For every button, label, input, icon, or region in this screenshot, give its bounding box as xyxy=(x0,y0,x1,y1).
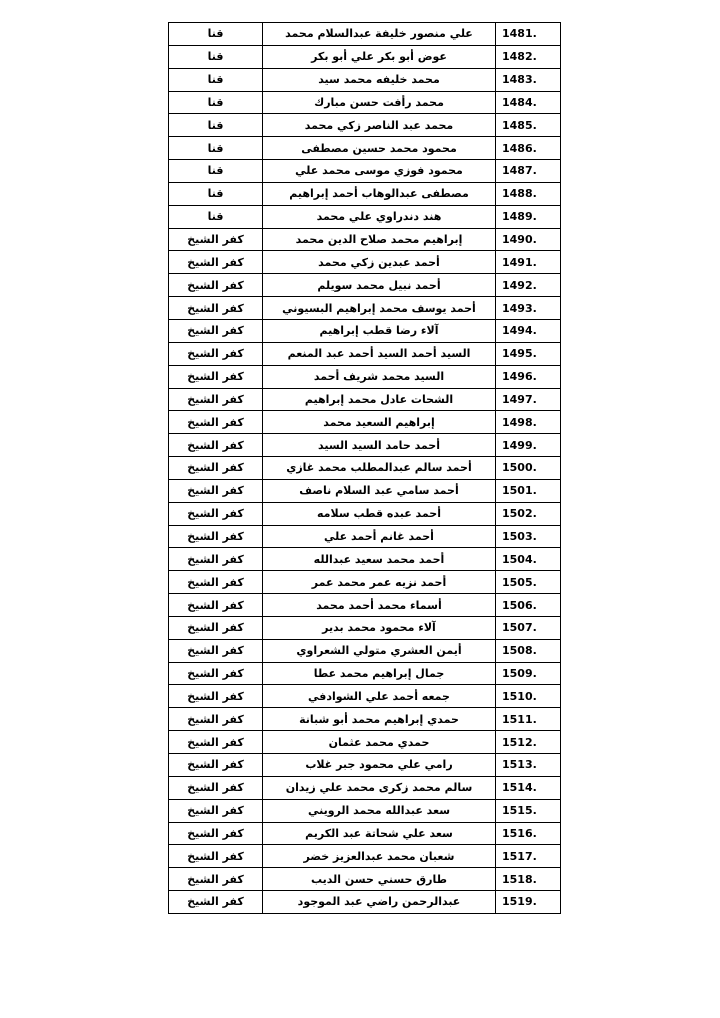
table-row xyxy=(169,45,561,68)
governorate-cell: قنا xyxy=(169,160,263,183)
table-row xyxy=(169,388,561,411)
name-cell: محمود محمد حسين مصطفى xyxy=(263,137,496,160)
name-cell: محمد رأفت حسن مبارك xyxy=(263,91,496,114)
table-row xyxy=(169,479,561,502)
governorate-cell: كفر الشيخ xyxy=(169,731,263,754)
governorate-cell: كفر الشيخ xyxy=(169,868,263,891)
serial-number-cell: 1500. xyxy=(496,457,561,480)
serial-number-cell: 1505. xyxy=(496,571,561,594)
name-cell: أحمد غانم أحمد علي xyxy=(263,525,496,548)
table-row xyxy=(169,23,561,46)
governorate-cell: كفر الشيخ xyxy=(169,891,263,914)
serial-number-cell: 1498. xyxy=(496,411,561,434)
serial-number-cell: 1509. xyxy=(496,662,561,685)
serial-number-cell: 1508. xyxy=(496,639,561,662)
governorate-cell: كفر الشيخ xyxy=(169,228,263,251)
governorate-cell: كفر الشيخ xyxy=(169,594,263,617)
serial-number-cell: 1513. xyxy=(496,754,561,777)
serial-number-cell: 1488. xyxy=(496,182,561,205)
serial-number-cell: 1494. xyxy=(496,319,561,342)
table-row xyxy=(169,616,561,639)
serial-number-cell: 1484. xyxy=(496,91,561,114)
name-cell: أسماء محمد أحمد محمد xyxy=(263,594,496,617)
governorate-cell: قنا xyxy=(169,182,263,205)
governorate-cell: كفر الشيخ xyxy=(169,388,263,411)
governorate-cell: كفر الشيخ xyxy=(169,479,263,502)
table-row xyxy=(169,137,561,160)
table-row xyxy=(169,662,561,685)
serial-number-cell: 1518. xyxy=(496,868,561,891)
governorate-cell: كفر الشيخ xyxy=(169,457,263,480)
name-cell: هند دندراوي علي محمد xyxy=(263,205,496,228)
governorate-cell: كفر الشيخ xyxy=(169,616,263,639)
name-cell: عبدالرحمن راضي عبد الموجود xyxy=(263,891,496,914)
governorate-cell: كفر الشيخ xyxy=(169,251,263,274)
governorate-cell: قنا xyxy=(169,45,263,68)
table-row xyxy=(169,365,561,388)
serial-number-cell: 1502. xyxy=(496,502,561,525)
name-cell: عوض أبو بكر علي أبو بكر xyxy=(263,45,496,68)
table-row xyxy=(169,228,561,251)
governorate-cell: كفر الشيخ xyxy=(169,297,263,320)
name-cell: إبراهيم السعيد محمد xyxy=(263,411,496,434)
name-cell: رامي علي محمود جبر غلاب xyxy=(263,754,496,777)
serial-number-cell: 1497. xyxy=(496,388,561,411)
table-row xyxy=(169,251,561,274)
governorate-cell: كفر الشيخ xyxy=(169,411,263,434)
name-cell: طارق حسني حسن الديب xyxy=(263,868,496,891)
name-cell: شعبان محمد عبدالعزيز خضر xyxy=(263,845,496,868)
name-cell: أحمد نبيل محمد سويلم xyxy=(263,274,496,297)
table-row xyxy=(169,502,561,525)
table-row xyxy=(169,822,561,845)
serial-number-cell: 1504. xyxy=(496,548,561,571)
name-cell: محمود فوزي موسى محمد علي xyxy=(263,160,496,183)
governorate-cell: كفر الشيخ xyxy=(169,365,263,388)
governorate-cell: كفر الشيخ xyxy=(169,274,263,297)
serial-number-cell: 1519. xyxy=(496,891,561,914)
name-cell: السيد أحمد السيد أحمد عبد المنعم xyxy=(263,342,496,365)
table-row xyxy=(169,708,561,731)
table-row xyxy=(169,342,561,365)
table-row xyxy=(169,799,561,822)
table-row xyxy=(169,182,561,205)
table-row xyxy=(169,319,561,342)
name-cell: أحمد سامي عبد السلام ناصف xyxy=(263,479,496,502)
name-cell: أيمن العشري متولي الشعراوي xyxy=(263,639,496,662)
name-cell: محمد عبد الناصر زكي محمد xyxy=(263,114,496,137)
table-row xyxy=(169,525,561,548)
name-cell: أحمد نزيه عمر محمد عمر xyxy=(263,571,496,594)
name-cell: السيد محمد شريف أحمد xyxy=(263,365,496,388)
governorate-cell: قنا xyxy=(169,91,263,114)
name-cell: أحمد عبدين زكي محمد xyxy=(263,251,496,274)
table-row xyxy=(169,754,561,777)
serial-number-cell: 1516. xyxy=(496,822,561,845)
serial-number-cell: 1490. xyxy=(496,228,561,251)
table-row xyxy=(169,205,561,228)
serial-number-cell: 1499. xyxy=(496,434,561,457)
governorate-cell: كفر الشيخ xyxy=(169,776,263,799)
name-cell: محمد خليفه محمد سيد xyxy=(263,68,496,91)
serial-number-cell: 1483. xyxy=(496,68,561,91)
table-row xyxy=(169,68,561,91)
table-row xyxy=(169,685,561,708)
governorate-cell: قنا xyxy=(169,114,263,137)
name-cell: حمدي محمد عثمان xyxy=(263,731,496,754)
governorate-cell: كفر الشيخ xyxy=(169,799,263,822)
governorate-cell: قنا xyxy=(169,23,263,46)
name-cell: جمعه أحمد علي الشوادفي xyxy=(263,685,496,708)
name-cell: سعد علي شحاتة عبد الكريم xyxy=(263,822,496,845)
name-cell: الشحات عادل محمد إبراهيم xyxy=(263,388,496,411)
name-cell: مصطفى عبدالوهاب أحمد إبراهيم xyxy=(263,182,496,205)
serial-number-cell: 1496. xyxy=(496,365,561,388)
serial-number-cell: 1507. xyxy=(496,616,561,639)
serial-number-cell: 1506. xyxy=(496,594,561,617)
table-row xyxy=(169,434,561,457)
governorate-cell: كفر الشيخ xyxy=(169,685,263,708)
name-cell: آلاء محمود محمد بدير xyxy=(263,616,496,639)
governorate-cell: كفر الشيخ xyxy=(169,342,263,365)
governorate-cell: كفر الشيخ xyxy=(169,571,263,594)
table-row xyxy=(169,571,561,594)
governorate-cell: كفر الشيخ xyxy=(169,845,263,868)
name-cell: أحمد محمد سعيد عبدالله xyxy=(263,548,496,571)
serial-number-cell: 1482. xyxy=(496,45,561,68)
name-cell: سعد عبدالله محمد الرويني xyxy=(263,799,496,822)
serial-number-cell: 1501. xyxy=(496,479,561,502)
table-row xyxy=(169,891,561,914)
governorate-cell: قنا xyxy=(169,68,263,91)
table-row xyxy=(169,297,561,320)
governorate-cell: كفر الشيخ xyxy=(169,662,263,685)
serial-number-cell: 1493. xyxy=(496,297,561,320)
governorate-cell: كفر الشيخ xyxy=(169,319,263,342)
serial-number-cell: 1511. xyxy=(496,708,561,731)
table-row xyxy=(169,594,561,617)
name-cell: إبراهيم محمد صلاح الدين محمد xyxy=(263,228,496,251)
serial-number-cell: 1512. xyxy=(496,731,561,754)
serial-number-cell: 1481. xyxy=(496,23,561,46)
governorate-cell: كفر الشيخ xyxy=(169,822,263,845)
name-cell: أحمد حامد السيد السيد xyxy=(263,434,496,457)
serial-number-cell: 1487. xyxy=(496,160,561,183)
table-row xyxy=(169,91,561,114)
governorate-cell: كفر الشيخ xyxy=(169,708,263,731)
serial-number-cell: 1514. xyxy=(496,776,561,799)
table-row xyxy=(169,731,561,754)
governorate-cell: كفر الشيخ xyxy=(169,754,263,777)
name-cell: أحمد سالم عبدالمطلب محمد غازي xyxy=(263,457,496,480)
serial-number-cell: 1486. xyxy=(496,137,561,160)
name-cell: أحمد عبده قطب سلامه xyxy=(263,502,496,525)
roster-body xyxy=(169,23,561,914)
table-row xyxy=(169,457,561,480)
serial-number-cell: 1489. xyxy=(496,205,561,228)
roster-table xyxy=(168,22,561,914)
name-cell: آلاء رضا قطب إبراهيم xyxy=(263,319,496,342)
serial-number-cell: 1491. xyxy=(496,251,561,274)
serial-number-cell: 1485. xyxy=(496,114,561,137)
governorate-cell: كفر الشيخ xyxy=(169,434,263,457)
table-row xyxy=(169,868,561,891)
governorate-cell: كفر الشيخ xyxy=(169,502,263,525)
name-cell: جمال إبراهيم محمد عطا xyxy=(263,662,496,685)
table-row xyxy=(169,548,561,571)
table-row xyxy=(169,274,561,297)
name-cell: علي منصور خليفة عبدالسلام محمد xyxy=(263,23,496,46)
governorate-cell: كفر الشيخ xyxy=(169,548,263,571)
governorate-cell: قنا xyxy=(169,137,263,160)
serial-number-cell: 1510. xyxy=(496,685,561,708)
serial-number-cell: 1515. xyxy=(496,799,561,822)
table-row xyxy=(169,114,561,137)
name-cell: حمدي إبراهيم محمد أبو شبانة xyxy=(263,708,496,731)
serial-number-cell: 1492. xyxy=(496,274,561,297)
serial-number-cell: 1503. xyxy=(496,525,561,548)
serial-number-cell: 1517. xyxy=(496,845,561,868)
table-row xyxy=(169,776,561,799)
governorate-cell: كفر الشيخ xyxy=(169,639,263,662)
governorate-cell: كفر الشيخ xyxy=(169,525,263,548)
governorate-cell: قنا xyxy=(169,205,263,228)
name-cell: أحمد يوسف محمد إبراهيم البسيوني xyxy=(263,297,496,320)
table-row xyxy=(169,411,561,434)
name-cell: سالم محمد زكرى محمد علي زيدان xyxy=(263,776,496,799)
serial-number-cell: 1495. xyxy=(496,342,561,365)
table-row xyxy=(169,160,561,183)
table-row xyxy=(169,639,561,662)
table-row xyxy=(169,845,561,868)
